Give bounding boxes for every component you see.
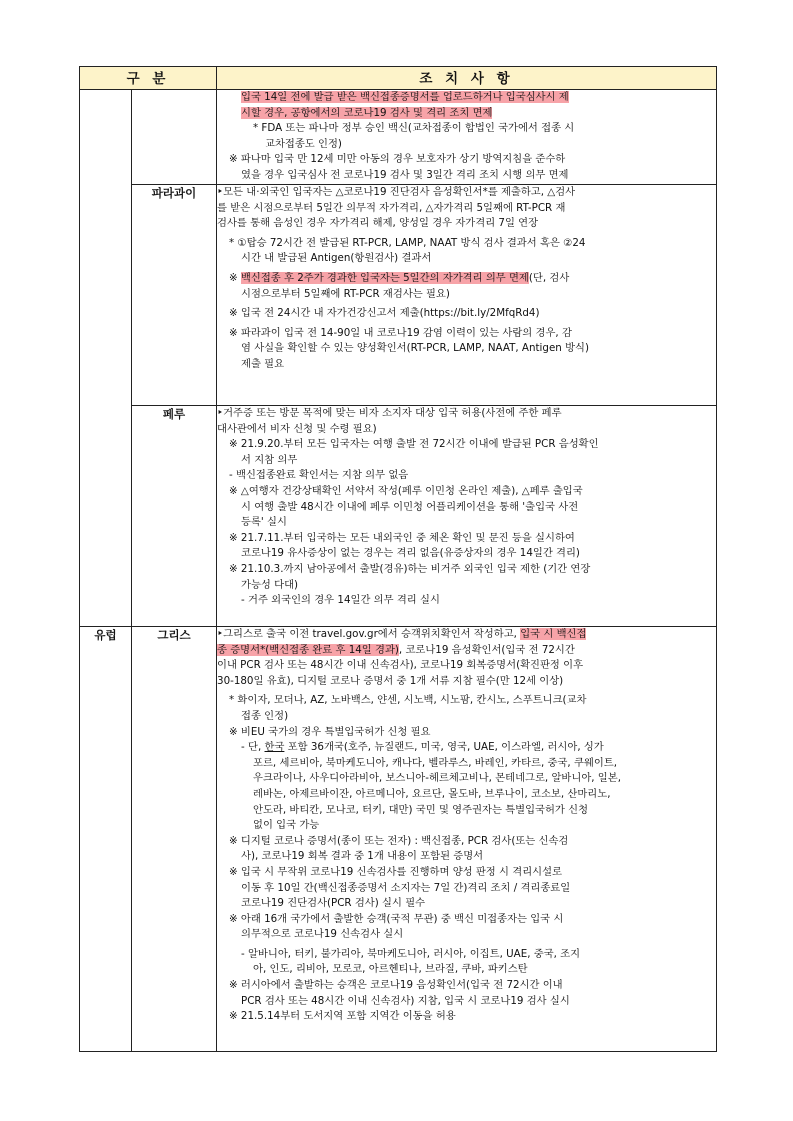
row-greece [80, 627, 717, 1052]
greece-line: ‣그리스로 출국 이전 travel.gov.gr에서 승객위치확인서 작성하고, 입국 시 백신접 [217, 628, 587, 640]
peru-line: - 거주 외국인의 경우 14일간 의무 격리 실시 [241, 594, 440, 607]
panama-line: 입국 14일 전에 발급 받은 백신접종증명서를 업로드하거나 입국심사시 제 [241, 91, 569, 103]
greece-line: ※ 입국 시 무작위 코로나19 신속검사를 진행하며 양성 판정 시 격리시설로 [229, 865, 562, 878]
peru-measures [217, 406, 717, 627]
paraguay-line: ‣모든 내·외국인 입국자는 △코로나19 진단검사 음성확인서*를 제출하고, △검사 [217, 186, 576, 198]
greece-line: 30-180일 유효), 디지털 코로나 증명서 중 1개 서류 지참 필수(만 12세 이상) [217, 674, 564, 687]
peru-line: 시 여행 출발 48시간 이내에 페루 이민청 어플리케이션을 통해 '출입국 사전 [241, 500, 579, 513]
greece-line: 없이 입국 가능 [253, 819, 320, 832]
paraguay-line: 를 받은 시점으로부터 5일간 의무적 자가격리, △자가격리 5일째에 RT-PCR 재 [217, 201, 566, 214]
panama-line: ※ 파나마 입국 만 12세 미만 아동의 경우 보호자가 상기 방역지침을 준수하 [229, 153, 566, 166]
panama-line: 였을 경우 입국심사 전 코로나19 검사 및 3일간 격리 조치 시행 의무 면제 [241, 168, 569, 181]
panama-measures [217, 90, 717, 185]
header-row [80, 67, 717, 90]
paraguay-line: * ①탑승 72시간 전 발급된 RT-PCR, LAMP, NAAT 방식 검사 결과서 혹은 ②24 [229, 236, 586, 249]
panama-line: * FDA 또는 파나마 정부 승인 백신(교차접종이 합법인 국가에서 접종 시 [253, 122, 575, 135]
greece-line: ※ 21.5.14부터 도서지역 포함 지역간 이동을 허용 [229, 1010, 456, 1023]
greece-line: 의무적으로 코로나19 신속검사 실시 [241, 928, 404, 941]
greece-line: 레바논, 아제르바이잔, 아르메니아, 요르단, 몰도바, 브루나이, 코소보, 산마리노, [253, 787, 611, 800]
region-cell-americas [80, 90, 132, 627]
greece-line: 접종 인정) [241, 709, 289, 722]
greece-line: 포르, 세르비아, 북마케도니아, 캐나다, 벨라루스, 바레인, 카타르, 중국, 쿠웨이트, [253, 756, 618, 769]
peru-line: 대사관에서 비자 신청 및 수령 필요) [217, 422, 377, 435]
greece-line: 이내 PCR 검사 또는 48시간 이내 신속검사), 코로나19 회복증명서(확진판정 이후 [217, 659, 584, 672]
greece-line: 우크라이나, 사우디아라비아, 보스니아-헤르체고비나, 몬테네그로, 알바니아, 일본, [253, 772, 621, 785]
greece-line: - 알바니아, 터키, 불가리아, 북마케도니아, 러시아, 이집트, UAE, 중국, 조지 [241, 947, 581, 960]
greece-line: ※ 비EU 국가의 경우 특별입국허가 신청 필요 [229, 725, 431, 738]
peru-line: 가능성 다대) [241, 578, 299, 591]
peru-line: - 백신접종완료 확인서는 지참 의무 없음 [229, 469, 409, 482]
paraguay-line: ※ 백신접종 후 2주가 경과한 입국자는 5일간의 자가격리 의무 면제(단, 검사 [229, 271, 570, 284]
paraguay-line: 제출 필요 [241, 357, 285, 370]
peru-line: ※ 21.7.11.부터 입국하는 모든 내외국인 중 체온 확인 및 문진 등을 실시하여 [229, 531, 575, 544]
greece-line: ※ 러시아에서 출발하는 승객은 코로나19 음성확인서(입국 전 72시간 이내 [229, 979, 563, 992]
greece-line: 아, 인도, 리비아, 모로코, 아르헨티나, 브라질, 쿠바, 파키스탄 [253, 963, 528, 976]
paraguay-measures [217, 185, 717, 406]
country-label-peru: 페루 [132, 406, 217, 627]
paraguay-line: ※ 입국 전 24시간 내 자가건강신고서 제출(https://bit.ly/2MfqRd4) [229, 307, 540, 320]
peru-line: 서 지참 의무 [241, 453, 298, 466]
row-peru [80, 406, 717, 627]
peru-line: ※ 21.10.3.까지 남아공에서 출발(경유)하는 비거주 외국인 입국 제한 (기간 연장 [229, 562, 591, 575]
country-cell-panama [132, 90, 217, 185]
panama-line: 시할 경우, 공항에서의 코로나19 검사 및 격리 조치 면제 [241, 106, 493, 119]
paraguay-line: 시간 내 발급된 Antigen(항원검사) 결과서 [241, 252, 432, 265]
country-label-paraguay: 파라과이 [132, 185, 217, 406]
greece-line: 이동 후 10일 간(백신접종증명서 소지자는 7일 간)격리 조치 / 격리종료일 [241, 881, 571, 894]
region-label-europe: 유럽 [80, 627, 132, 1052]
greece-line: PCR 검사 또는 48시간 이내 신속검사) 지참, 입국 시 코로나19 검사 실시 [241, 994, 570, 1007]
greece-line: 종 증명서*(백신접종 완료 후 14일 경과), 코로나19 음성확인서(입국 전 72시간 [217, 643, 575, 656]
measures-table [79, 66, 717, 1052]
greece-line: 코로나19 진단검사(PCR 검사) 실시 필수 [241, 897, 426, 910]
header-measures: 조 치 사 항 [217, 67, 717, 90]
header-category: 구 분 [80, 67, 217, 90]
panama-line: 교차접종도 인정) [265, 137, 342, 150]
paraguay-line: ※ 파라과이 입국 전 14-90일 내 코로나19 감염 이력이 있는 사람의 경우, 감 [229, 326, 572, 339]
peru-line: ※ 21.9.20.부터 모든 입국자는 여행 출발 전 72시간 이내에 발급된 PCR 음성확인 [229, 438, 599, 451]
greece-line: - 단, 한국 포함 36개국(호주, 뉴질랜드, 미국, 영국, UAE, 이스라엘, 러시아, 싱가 [241, 741, 604, 754]
paraguay-line: 검사를 통해 음성인 경우 자가격리 해제, 양성일 경우 자가격리 7일 연장 [217, 217, 539, 230]
greece-line: 안도라, 바티칸, 모나코, 터키, 대만) 국민 및 영주권자는 특별입국허가 신청 [253, 803, 589, 816]
greece-line: ※ 디지털 코로나 증명서(종이 또는 전자) : 백신접종, PCR 검사(또는 신속검 [229, 834, 569, 847]
row-panama-continued [80, 90, 717, 185]
peru-line: 등록' 실시 [241, 516, 287, 529]
peru-line: ‣거주증 또는 방문 목적에 맞는 비자 소지자 대상 입국 허용(사전에 주한 페루 [217, 407, 562, 419]
greece-line: * 화이자, 모더나, AZ, 노바백스, 얀센, 시노백, 시노팜, 칸시노, 스푸트니크(교차 [229, 694, 587, 707]
paraguay-line: 시점으로부터 5일째에 RT-PCR 재검사는 필요) [241, 287, 450, 300]
row-paraguay [80, 185, 717, 406]
greece-line: 사), 코로나19 회복 결과 중 1개 내용이 포함된 증명서 [241, 850, 484, 863]
country-label-greece: 그리스 [132, 627, 217, 1052]
greece-line: ※ 아래 16개 국가에서 출발한 승객(국적 무관) 중 백신 미접종자는 입국 시 [229, 912, 564, 925]
peru-line: ※ △여행자 건강상태확인 서약서 작성(페루 이민청 온라인 제출), △페루 출입국 [229, 484, 583, 497]
greece-measures [217, 627, 717, 1052]
paraguay-line: 염 사실을 확인할 수 있는 양성확인서(RT-PCR, LAMP, NAAT, Antigen 방식) [241, 342, 589, 355]
peru-line: 코로나19 유사증상이 없는 경우는 격리 없음(유증상자의 경우 14일간 격리) [241, 547, 580, 560]
